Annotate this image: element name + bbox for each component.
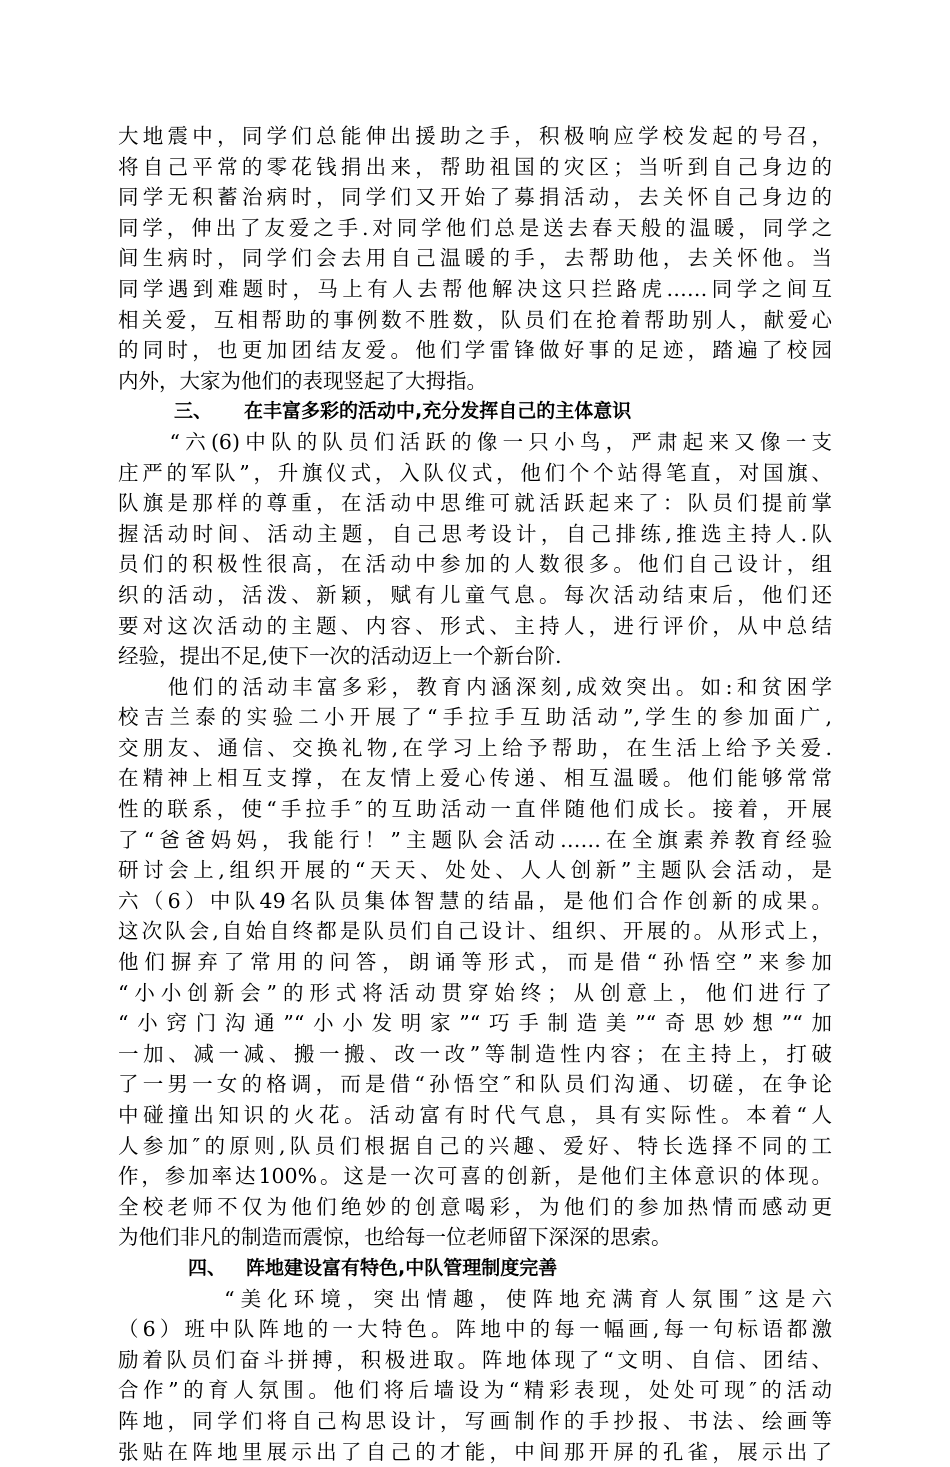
text-line: 六（6）中队49名队员集体智慧的结晶，是他们合作创新的成果。 xyxy=(118,888,832,913)
text-line: 性的联系，使“手拉手″的互助活动一直伴随他们成长。接着，开展 xyxy=(118,797,832,822)
text-line: 同学遇到难题时，马上有人去帮他解决这只拦路虎……同学之间互 xyxy=(118,276,832,301)
text-line: “小窍门沟通”“小小发明家”“巧手制造美”“奇思妙想”“加 xyxy=(118,1011,832,1036)
text-line: 了“爸爸妈妈，我能行！”主题队会活动……在全旗素养教育经验 xyxy=(118,827,832,852)
text-line: 员们的积极性很高，在活动中参加的人数很多。他们自己设计，组 xyxy=(118,552,832,577)
paragraph-rich-activities xyxy=(118,672,832,1253)
text-line: 交朋友、通信、交换礼物,在学习上给予帮助，在生活上给予关爱. xyxy=(118,735,832,760)
text-line: 大地震中，同学们总能伸出援助之手，积极响应学校发起的号召， xyxy=(118,124,832,148)
text-line: 为他们非凡的制造而震惊，也给每一位老师留下深深的思索。 xyxy=(118,1225,672,1250)
text-line: “六(6)中队的队员们活跃的像一只小鸟，严肃起来又像一支 xyxy=(118,429,832,454)
text-line: 了一男一女的格调，而是借“孙悟空″和队员们沟通、切磋，在争论 xyxy=(118,1072,832,1097)
paragraph-earthquake-aid xyxy=(118,121,832,396)
text-line: 在精神上相互支撑，在友情上爱心传递、相互温暖。他们能够常常 xyxy=(118,766,832,791)
text-line: 一加、减一减、搬一搬、改一改”等制造性内容；在主持上，打破 xyxy=(118,1041,832,1066)
section-title: 在丰富多彩的活动中,充分发挥自己的主体意识 xyxy=(244,400,632,423)
text-line: 内外，大家为他们的表现竖起了大拇指。 xyxy=(118,368,487,393)
text-line: （6）班中队阵地的一大特色。阵地中的每一幅画,每一句标语都激 xyxy=(118,1317,832,1342)
text-line: 织的活动，活泼、新颖，赋有儿童气息。每次活动结束后，他们还 xyxy=(118,582,832,607)
text-line: “小小创新会”的形式将活动贯穿始终；从创意上，他们进行了 xyxy=(118,980,832,1005)
text-line: 合作”的育人氛围。他们将后墙设为“精彩表现，处处可现″的活动 xyxy=(118,1378,832,1403)
text-line: 队旗是那样的尊重，在活动中思维可就活跃起来了：队员们提前掌 xyxy=(118,491,832,516)
paragraph-position-building xyxy=(118,1284,832,1467)
text-line: 全校老师不仅为他们绝妙的创意喝彩，为他们的参加热情而感动更 xyxy=(118,1194,832,1219)
section-title: 阵地建设富有特色,中队管理制度完善 xyxy=(246,1256,558,1279)
section-number: 四、 xyxy=(188,1256,227,1279)
section-heading-three xyxy=(118,396,832,427)
text-line: 阵地，同学们将自己构思设计，写画制作的手抄报、书法、绘画等 xyxy=(118,1408,832,1433)
text-line: 庄严的军队”，升旗仪式，入队仪式，他们个个站得笔直，对国旗、 xyxy=(118,460,832,485)
text-line: 这次队会,自始自终都是队员们自己设计、组织、开展的。从形式上， xyxy=(118,919,832,944)
text-line: “美化环境，突出情趣，使阵地充满育人氛围″这是六 xyxy=(118,1286,832,1311)
text-line: 握活动时间、活动主题，自己思考设计，自己排练,推选主持人.队 xyxy=(118,521,832,546)
text-line: 中碰撞出知识的火花。活动富有时代气息，具有实际性。本着“人 xyxy=(118,1103,832,1127)
text-line: 校吉兰泰的实验二小开展了“手拉手互助活动”,学生的参加面广, xyxy=(118,705,832,730)
text-line: 将自己平常的零花钱捐出来，帮助祖国的灾区；当听到自己身边的 xyxy=(118,154,832,179)
text-line: 励着队员们奋斗拼搏，积极进取。阵地体现了“文明、自信、团结、 xyxy=(118,1347,832,1372)
text-line: 相关爱，互相帮助的事例数不胜数，队员们在抢着帮助别人，献爱心 xyxy=(118,307,832,332)
text-line: 他们的活动丰富多彩，教育内涵深刻,成效突出。如:和贫困学 xyxy=(118,674,832,699)
document-page xyxy=(118,121,832,1467)
text-line: 同学无积蓄治病时，同学们又开始了募捐活动，去关怀自己身边的 xyxy=(118,185,832,210)
text-line: 间生病时，同学们会去用自己温暖的手，去帮助他，去关怀他。当 xyxy=(118,246,832,271)
section-number: 三、 xyxy=(174,400,213,423)
text-line: 同学，伸出了友爱之手.对同学他们总是送去春天般的温暖，同学之 xyxy=(118,215,832,240)
text-line: 人参加″的原则,队员们根据自己的兴趣、爱好、特长选择不同的工 xyxy=(118,1133,832,1158)
section-heading-four xyxy=(118,1253,832,1284)
text-line: 要对这次活动的主题、内容、形式、主持人，进行评价，从中总结 xyxy=(118,613,832,638)
text-line: 张贴在阵地里展示出了自己的才能，中间那开屏的孔雀，展示出了 xyxy=(118,1439,832,1464)
text-line: 经验，提出不足,使下一次的活动迈上一个新台阶. xyxy=(118,644,562,669)
text-line: 他们摒弃了常用的问答，朗诵等形式，而是借“孙悟空”来参加 xyxy=(118,950,832,975)
text-line: 的同时，也更加团结友爱。他们学雷锋做好事的足迹，踏遍了校园 xyxy=(118,338,832,363)
paragraph-activities xyxy=(118,427,832,672)
text-line: 研讨会上,组织开展的“天天、处处、人人创新”主题队会活动，是 xyxy=(118,858,832,883)
text-line: 作，参加率达100%。这是一次可喜的创新，是他们主体意识的体现。 xyxy=(118,1164,832,1189)
